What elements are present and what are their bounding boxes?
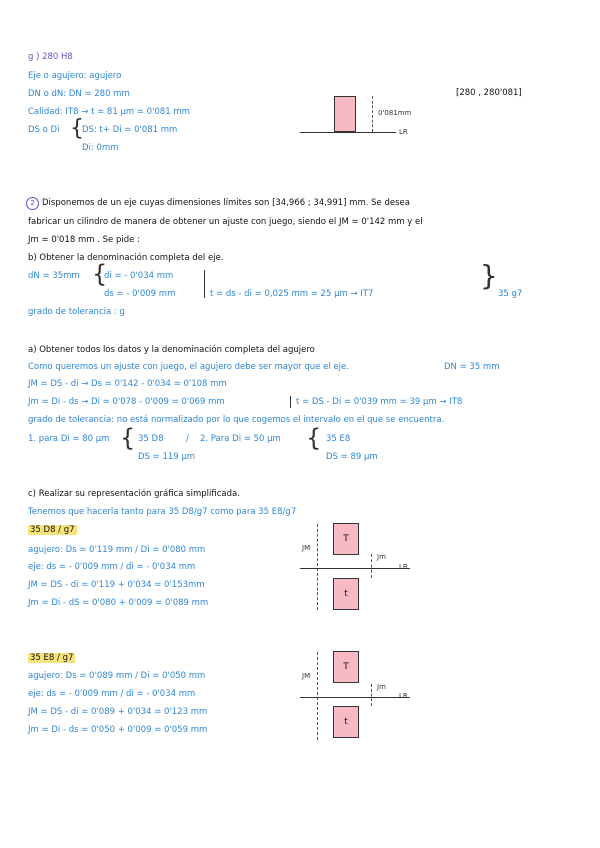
b-dn: dN = 35mm bbox=[28, 271, 80, 281]
b-brace-right: } bbox=[480, 259, 498, 292]
d8-JM-line bbox=[317, 524, 318, 610]
a-option-1-ds: DS = 119 µm bbox=[138, 452, 196, 462]
g-reference-line bbox=[300, 132, 396, 133]
g-tolerance-box bbox=[334, 96, 356, 132]
b-result: 35 g7 bbox=[498, 289, 523, 299]
a-line-3a: Jm = Di - ds → Di = 0'078 - 0'009 = 0'069 mm bbox=[28, 397, 225, 407]
a-brace-1: { bbox=[120, 424, 136, 452]
d8-Jm-line bbox=[371, 554, 372, 578]
e8-line-1: agujero: Ds = 0'089 mm / Di = 0'050 mm bbox=[28, 671, 206, 681]
b-brace: { bbox=[92, 260, 108, 288]
e8-Jm-label: Jm bbox=[377, 683, 386, 691]
b-grado: grado de tolerancia : g bbox=[28, 307, 125, 317]
exercise-text-3: Jm = 0'018 mm . Se pide : bbox=[28, 235, 140, 245]
a-line-1a: Como queremos un ajuste con juego, el agujero debe ser mayor que el eje. bbox=[28, 362, 349, 372]
b-di: di = - 0'034 mm bbox=[104, 271, 174, 281]
g-dim-label: 0'081mm bbox=[378, 109, 412, 117]
d8-line-3: JM = DS - di = 0'119 + 0'034 = 0'153mm bbox=[28, 580, 205, 590]
a-line-3b: t = DS - Di = 0'039 mm = 39 µm → IT8 bbox=[296, 397, 463, 407]
exercise-text-1: Disponemos de un eje cuyas dimensiones límites son [34,966 ; 34,991] mm. Se desea bbox=[42, 198, 410, 208]
a-line-1b: DN = 35 mm bbox=[444, 362, 500, 372]
d8-line-4: Jm = Di - dS = 0'080 + 0'009 = 0'089 mm bbox=[28, 598, 209, 608]
g-dim-line bbox=[372, 96, 373, 132]
e8-reference-line bbox=[300, 697, 410, 698]
a-line-4: grado de tolerancia: no está normalizado por lo que cogemos el intervalo en el que se encuentra. bbox=[28, 415, 445, 425]
section-a-title: a) Obtener todos los datos y la denominación completa del agujero bbox=[28, 345, 315, 355]
a-bar bbox=[290, 396, 291, 408]
d8-shaft-box: t bbox=[333, 578, 359, 610]
g-line-3: Calidad: IT8 → t = 81 µm = 0'081 mm bbox=[28, 107, 190, 117]
b-ds: ds = - 0'009 mm bbox=[104, 289, 176, 299]
section-b-title: b) Obtener la denominación completa del eje. bbox=[28, 253, 224, 263]
c-subtitle: Tenemos que hacerla tanto para 35 D8/g7 como para 35 E8/g7 bbox=[28, 507, 297, 517]
g-brace: { bbox=[70, 116, 84, 141]
e8-lr-label: LR bbox=[399, 692, 408, 700]
e8-line-4: Jm = Di - ds = 0'050 + 0'009 = 0'059 mm bbox=[28, 725, 208, 735]
e8-line-3: JM = DS - di = 0'089 + 0'034 = 0'123 mm bbox=[28, 707, 208, 717]
a-brace-2: { bbox=[306, 424, 322, 452]
g-line-5: Di: 0mm bbox=[82, 143, 119, 153]
g-range: [280 , 280'081] bbox=[456, 88, 522, 98]
e8-tag: 35 E8 / g7 bbox=[30, 653, 74, 663]
e8-JM-label: JM bbox=[302, 672, 311, 680]
g-line-1: Eje o agujero: agujero bbox=[28, 71, 122, 81]
g-line-4b: DS: t+ Di = 0'081 mm bbox=[82, 125, 178, 135]
e8-Jm-line bbox=[371, 684, 372, 706]
exercise-number: 2 bbox=[26, 197, 39, 210]
b-bar bbox=[204, 270, 205, 298]
a-option-2-cond: 2. Para Di = 50 µm bbox=[200, 434, 281, 444]
e8-line-2: eje: ds = - 0'009 mm / di = - 0'034 mm bbox=[28, 689, 196, 699]
e8-JM-line bbox=[317, 652, 318, 740]
g-lr-label: LR bbox=[399, 128, 408, 136]
d8-reference-line bbox=[300, 568, 410, 569]
section-g-title: g ) 280 H8 bbox=[28, 52, 73, 62]
e8-hole-box: T bbox=[333, 651, 359, 683]
a-option-1-name: 35 D8 bbox=[138, 434, 164, 444]
d8-Jm-label: Jm bbox=[377, 553, 386, 561]
g-line-4a: DS o Di bbox=[28, 125, 60, 135]
a-option-2-ds: DS = 89 µm bbox=[326, 452, 378, 462]
d8-line-2: eje: ds = - 0'009 mm / di = - 0'034 mm bbox=[28, 562, 196, 572]
a-option-1-cond: 1. para Di = 80 µm bbox=[28, 434, 110, 444]
d8-JM-label: JM bbox=[302, 544, 311, 552]
section-c-title: c) Realizar su representación gráfica simplificada. bbox=[28, 489, 240, 499]
d8-lr-label: LR bbox=[399, 563, 408, 571]
exercise-text-2: fabricar un cilindro de manera de obtener un ajuste con juego, siendo el JM = 0'142 mm y el bbox=[28, 217, 423, 227]
a-separator: / bbox=[186, 434, 189, 444]
b-t: t = ds - di = 0,025 mm = 25 µm → IT7 bbox=[210, 289, 374, 299]
g-line-2: DN o dN: DN = 280 mm bbox=[28, 89, 130, 99]
d8-tag: 35 D8 / g7 bbox=[30, 525, 75, 535]
a-option-2-name: 35 E8 bbox=[326, 434, 351, 444]
d8-line-1: agujero: Ds = 0'119 mm / Di = 0'080 mm bbox=[28, 545, 206, 555]
a-line-2: JM = DS - di → Ds = 0'142 - 0'034 = 0'108 mm bbox=[28, 379, 227, 389]
d8-hole-box: T bbox=[333, 523, 359, 555]
e8-shaft-box: t bbox=[333, 706, 359, 738]
